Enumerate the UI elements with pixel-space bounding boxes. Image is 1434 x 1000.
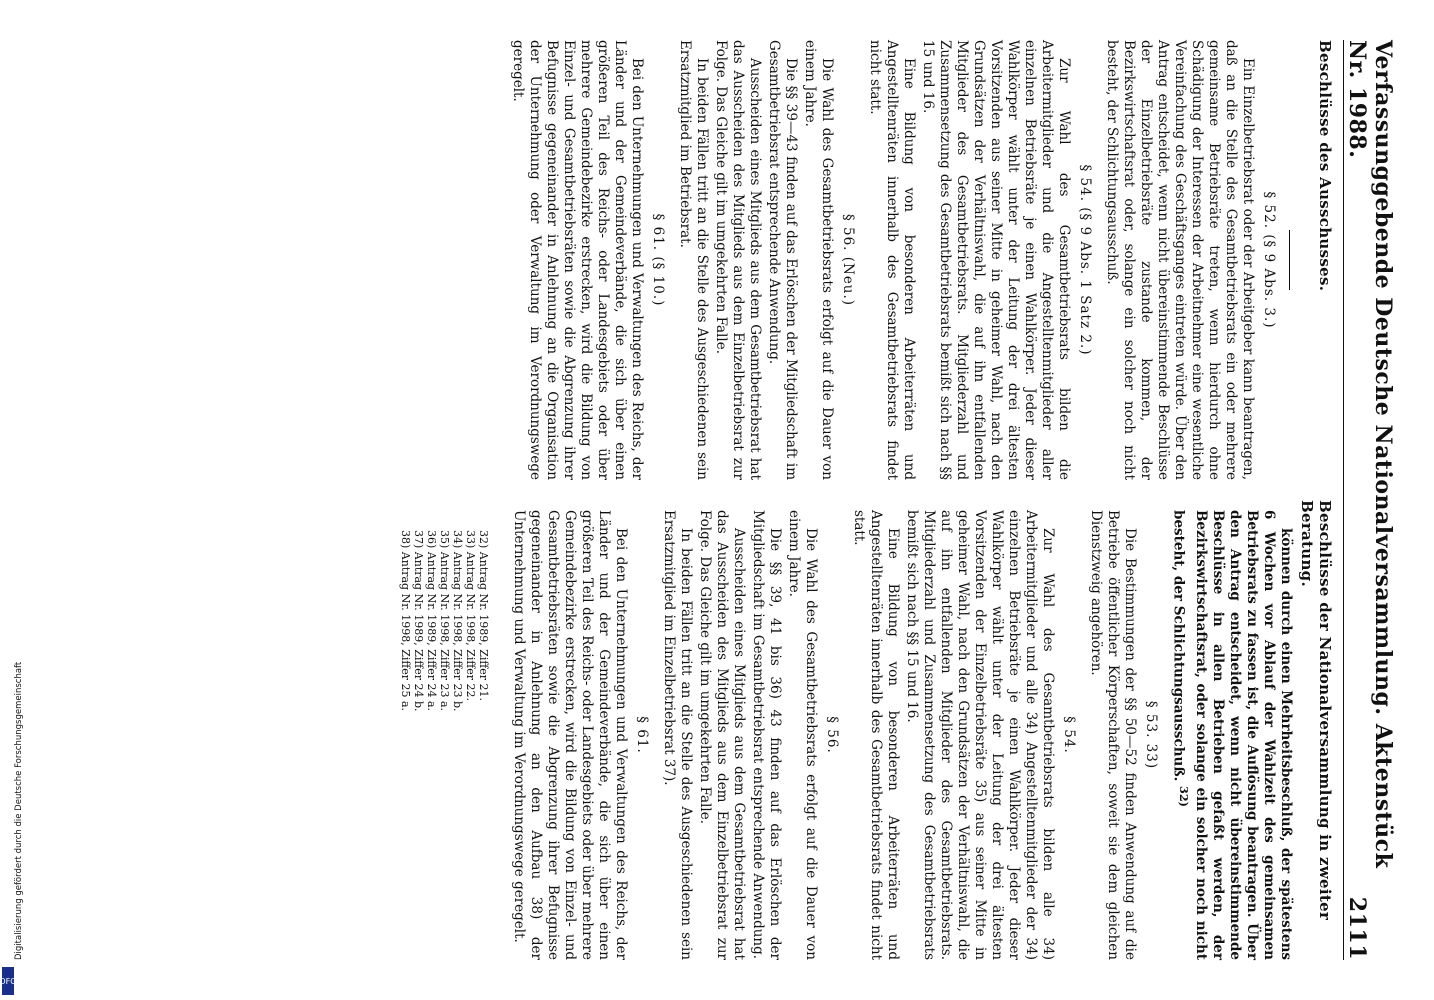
footnotes <box>400 510 491 960</box>
page-number: 2111 <box>1344 896 1370 960</box>
footnote: 38) Antrag Nr. 1998, Ziffer 25 a. <box>399 530 413 712</box>
footnote: 33) Antrag Nr. 1998, Ziffer 22. <box>464 530 478 701</box>
section-54-text-2: Eine Bildung von besonderen Arbeiterräten und Angestelltenräten innerhalb des Gesamtbetriebsrats findet nicht statt. <box>851 510 902 960</box>
footnote: 35) Antrag Nr. 1998, Ziffer 23 a. <box>438 530 452 712</box>
intro-text <box>1170 510 1295 960</box>
footnote: 32) Antrag Nr. 1989, Ziffer 21. <box>477 530 491 701</box>
section-56-text: Die Wahl des Gesamtbetriebsrats erfolgt auf die Dauer von einem Jahre. <box>786 510 820 960</box>
section-53-heading: § 53. 33) <box>1143 700 1160 770</box>
section-61-text: Bei den Unternehmungen und Verwaltungen des Reichs, der Länder und der Gemeindeverbände, die sich über einen größeren Teil des Reichs- oder Landesgebiets oder über mehrere Gemeindebezirke erstrecken, wird die Bildung von Einzel- und Gesamtbetriebsräten sowie die Abgrenzung ihrer Befugnisse gegeneinander in Anlehnung an die Organisation der Unternehmung oder Verwaltung im Verordnungswege geregelt. <box>510 40 645 480</box>
left-column-heading: Beschlüsse des Ausschusses. <box>1316 40 1334 292</box>
section-54-heading: § 54. (§ 9 Abs. 1 Satz 2.) <box>1077 164 1093 356</box>
right-column-heading: Beschlüsse der Nationalversammlung in zweiter Beratung. <box>1298 500 1334 921</box>
dfg-logo-icon: DFG <box>2 967 14 995</box>
page-title: Verfassunggebende Deutsche Nationalversammlung. Aktenstück Nr. 1988. <box>1344 40 1396 869</box>
intro-footnote-ref: 32) <box>1177 786 1191 807</box>
section-52-text: Ein Einzelbetriebsrat oder der Arbeitgeber kann beantragen, daß an die Stelle des Gesamtbetriebsrats ein oder mehrere gemeinsame Betriebsräte treten, wenn hierdurch ohne Schädigung der Interessen der Arbeitnehmer eine wesentliche Vereinfachung des Geschäftsganges eintreten würde. Über den Antrag entscheidet, wenn nicht übereinstimmende Beschlüsse der Einzelbetriebsräte zustande kommen, der Bezirkswirtschaftsrat oder, solange ein solcher noch nicht besteht, der Schlichtungsausschuß. <box>1104 40 1256 480</box>
heading-rule <box>1289 230 1290 290</box>
section-56-text: Die Wahl des Gesamtbetriebsrats erfolgt auf die Dauer von einem Jahre. <box>802 40 835 480</box>
section-54-text-2: Eine Bildung von besonderen Arbeiterräten und Angestelltenräten innerhalb des Gesamtbetriebsrats findet nicht statt. <box>867 40 917 480</box>
section-54-text: Zur Wahl des Gesamtbetriebsrats bilden alle 34) Arbeitermitglieder und alle 34) Angestelltenmitglieder der 34) einzelnen Betriebsräte je einen Wahlkörper. Jeder dieser Wahlkörper wählt unter der Leitung der drei ältesten Vorsitzenden der Einzelbetriebsräte 35) aus seiner Mitte in geheimer Wahl, nach den Grundsätzen der Verhältniswahl, die auf ihn entfallenden Mitglieder des Gesamtbetriebsrats. Mitgliederzahl und Zusammensetzung des Gesamtbetriebsrats bemißt sich nach §§ 15 und 16. <box>904 510 1057 960</box>
section-52-heading: § 52. (§ 9 Abs. 3.) <box>1261 191 1277 329</box>
footnote: 34) Antrag Nr. 1998, Ziffer 23 b. <box>451 530 465 712</box>
section-61-text: Bei den Unternehmungen und Verwaltungen des Reichs, der Länder und der Gemeindeverbände, die sich über einen größeren Teil des Reichs- oder Landesgebiets oder über mehrere Gemeindebezirke erstrecken, wird die Bildung von Einzel- und Gesamtbetriebsräten sowie die Abgrenzung ihrer Befugnisse gegeneinander in Anlehnung an den Aufbau 38) der Unternehmung und Verwaltung im Verordnungswege geregelt. <box>511 510 630 960</box>
section-61-heading: § 61. <box>634 716 651 754</box>
footnote: 36) Antrag Nr. 1989, Ziffer 24 a. <box>425 530 439 712</box>
digitization-credit: Digitalisierung gefördert durch die Deutsche Forschungsgemeinschaft <box>14 661 24 960</box>
footnote: 37) Antrag Nr. 1989, Ziffer 24 b. <box>412 530 426 712</box>
section-61-heading: § 61. (§ 10.) <box>650 213 666 307</box>
section-56-text-2: Die §§ 39—43 finden auf das Erlöschen der Mitgliedschaft im Gesamtbetriebsrat entsprechende Anwendung. <box>766 40 799 480</box>
section-56-text-4: In beiden Fällen tritt an die Stelle des Ausgeschiedenen sein Ersatzmitglied im Betriebsrat. <box>677 40 710 480</box>
left-column <box>507 40 1294 480</box>
section-56-text-2: Die §§ 39, 41 bis 36) 43 finden auf das Erlöschen der Mitgliedschaft im Gesamtbetriebsrat entsprechende Anwendung. <box>750 510 784 960</box>
section-54-text: Zur Wahl des Gesamtbetriebsrats bilden die Arbeitermitglieder und die Angestelltenmitglieder aller einzelnen Betriebsräte je einen Wahlkörper. Jeder dieser Wahlkörper wählt unter der Leitung der drei ältesten Vorsitzenden aus seiner Mitte in geheimer Wahl, nach den Grundsätzen der Verhältniswahl, die auf ihn entfallenden Mitglieder des Gesamtbetriebsrats. Mitgliederzahl und Zusammensetzung des Gesamtbetriebsrats bemißt sich nach §§ 15 und 16. <box>920 40 1072 480</box>
section-56-heading: § 56. <box>824 716 841 754</box>
page-header <box>1343 40 1396 960</box>
section-56-text-3: Ausscheiden eines Mitglieds aus dem Gesamtbetriebsrat hat das Ausscheiden des Mitglieds aus dem Einzelbetriebsrat zur Folge. Das Gleiche gilt im umgekehrten Falle. <box>697 510 748 960</box>
section-56-heading: § 56. (Neu.) <box>840 213 856 307</box>
section-56-text-3: Ausscheiden eines Mitglieds aus dem Gesamtbetriebsrat hat das Ausscheiden des Mitglieds aus dem Einzelbetriebsrat zur Folge. Das Gleiche gilt im umgekehrten Falle. <box>713 40 763 480</box>
intro-text-body: können durch einen Mehrheitsbeschluß, der spätestens 6 Wochen vor Ablauf der Wahlzeit des gemeinsamen Betriebsrats zu fassen ist, die Auflösung beantragen. Über den Antrag entscheidet, wenn nicht übereinstimmende Beschlüsse in allen Betrieben gefaßt werden, der Bezirkswirtschaftsrat, oder solange ein solcher noch nicht besteht, der Schlichtungsausschuß. <box>1170 510 1294 960</box>
right-column <box>400 510 1295 960</box>
section-54-heading: § 54. <box>1061 716 1078 754</box>
section-56-text-4: In beiden Fällen tritt an die Stelle des Ausgeschiedenen sein Ersatzmitglied im Einzelbetriebsrat 37). <box>661 510 695 960</box>
section-53-text: Die Bestimmungen der §§ 50—52 finden Anwendung auf die Betriebe öffentlicher Körperschaften, soweit sie dem gleichen Dienstzweig angehören. <box>1088 510 1139 960</box>
